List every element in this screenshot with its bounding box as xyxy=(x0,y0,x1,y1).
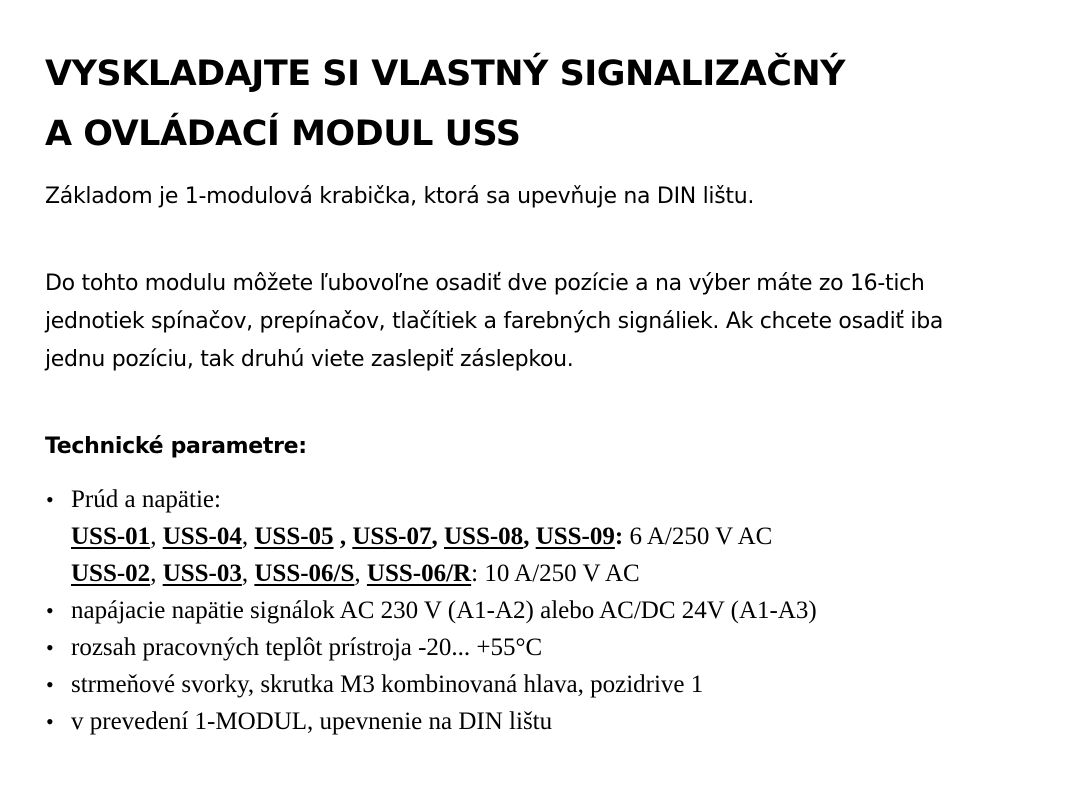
model-code: USS-09 xyxy=(535,523,615,550)
description-line-2: jednotiek spínačov, prepínačov, tlačítiek a farebných signáliek. Ak chcete osadiť iba xyxy=(45,309,944,334)
technical-parameters-list xyxy=(45,481,817,740)
model-code: USS-04 xyxy=(162,523,242,550)
bullet-icon: • xyxy=(46,487,54,512)
list-item xyxy=(45,666,817,703)
spec-text: strmeňové svorky, skrutka M3 kombinovaná hlava, pozidrive 1 xyxy=(71,671,704,698)
bullet-icon: • xyxy=(46,709,54,734)
model-group-2: USS-02, USS-03, USS-06/S, USS-06/R: 10 A/250 V AC xyxy=(71,560,640,587)
model-code: USS-01 xyxy=(71,523,151,550)
description-line-1: Do tohto modulu môžete ľubovoľne osadiť dve pozície a na výber máte zo 16-tich xyxy=(45,271,925,296)
current-voltage-label: Prúd a napätie: xyxy=(71,486,221,513)
page-title-line-1: VYSKLADAJTE SI VLASTNÝ SIGNALIZAČNÝ xyxy=(45,54,846,94)
model-code: USS-02 xyxy=(71,560,151,587)
bullet-icon: • xyxy=(46,672,54,697)
list-item xyxy=(45,629,817,666)
model-code: USS-08 xyxy=(444,523,524,550)
model-group-1-rating: 6 A/250 V AC xyxy=(629,523,773,550)
page-title-line-2: A OVLÁDACÍ MODUL USS xyxy=(45,114,521,154)
intro-text: Základom je 1-modulová krabička, ktorá sa upevňuje na DIN lištu. xyxy=(45,184,755,209)
list-item xyxy=(45,592,817,629)
spec-text: v prevedení 1-MODUL, upevnenie na DIN lištu xyxy=(71,708,553,735)
model-code: USS-06/S xyxy=(254,560,355,587)
model-code: USS-06/R xyxy=(366,560,472,587)
model-code: USS-05 xyxy=(254,523,334,550)
model-group-2-rating: 10 A/250 V AC xyxy=(484,560,640,587)
spec-text: rozsah pracovných teplôt prístroja -20... +55°C xyxy=(71,634,543,661)
page-title xyxy=(45,44,845,164)
list-item xyxy=(45,703,817,740)
description-line-3: jednu pozíciu, tak druhú viete zaslepiť záslepkou. xyxy=(45,347,574,372)
spec-text: napájacie napätie signálok AC 230 V (A1-A2) alebo AC/DC 24V (A1-A3) xyxy=(71,597,817,624)
list-item-current-voltage xyxy=(45,481,817,592)
model-group-1: USS-01, USS-04, USS-05 , USS-07, USS-08, USS-09: 6 A/250 V AC xyxy=(71,523,773,550)
bullet-icon: • xyxy=(46,635,54,660)
model-code: USS-03 xyxy=(162,560,242,587)
technical-parameters-heading: Technické parametre: xyxy=(45,434,307,459)
description-paragraph xyxy=(45,265,943,379)
bullet-icon: • xyxy=(46,598,54,623)
model-code: USS-07 xyxy=(352,523,432,550)
